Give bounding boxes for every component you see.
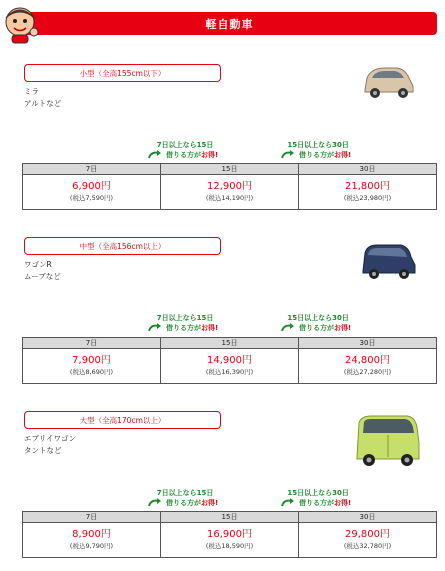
column-header: 7日 [23,164,161,175]
note-15day: 7日以上なら15日 借りる方がお得! [152,488,218,508]
column-header: 7日 [23,338,161,349]
price-cell: 14,900円 (税込16,390円) [161,349,299,384]
car-image-medium [359,241,417,281]
model-name: アルトなど [24,99,62,108]
price-cell: 7,900円 (税込8,690円) [23,349,161,384]
note-30day: 15日以上なら30日 借りる方がお得! [285,313,351,333]
model-name: ムーブなど [24,272,61,281]
price-cell: 21,800円 (税込23,980円) [299,175,437,210]
note-15day: 7日以上なら15日 借りる方がお得! [152,140,218,160]
price-table-medium [22,337,437,384]
model-name: ワゴンR [24,260,52,269]
column-header: 15日 [161,512,299,523]
price-cell: 16,900円 (税込18,590円) [161,523,299,558]
column-header: 30日 [299,164,437,175]
note-15day: 7日以上なら15日 借りる方がお得! [152,313,218,333]
car-image-large [353,413,423,469]
price-cell: 24,800円 (税込27,280円) [299,349,437,384]
model-list [24,86,61,110]
column-header: 15日 [161,164,299,175]
class-label: 中型（全高156cm以上） [24,237,221,255]
price-table-large [22,511,437,558]
note-30day: 15日以上なら30日 借りる方がお得! [285,140,351,160]
column-header: 30日 [299,338,437,349]
note-30day: 15日以上なら30日 借りる方がお得! [285,488,351,508]
curved-arrow-icon [148,149,162,159]
column-header: 30日 [299,512,437,523]
section-header [22,12,437,35]
price-cell: 12,900円 (税込14,190円) [161,175,299,210]
class-label: 大型（全高170cm以上） [24,411,221,429]
price-cell: 8,900円 (税込9,790円) [23,523,161,558]
model-name: ミラ [24,87,39,96]
column-header: 15日 [161,338,299,349]
curved-arrow-icon [148,497,162,507]
curved-arrow-icon [281,497,295,507]
mascot-icon [0,2,40,44]
curved-arrow-icon [148,322,162,332]
curved-arrow-icon [281,322,295,332]
model-list [24,433,76,457]
class-label: 小型（全高155cm以下） [24,64,221,82]
model-list [24,259,61,283]
curved-arrow-icon [281,149,295,159]
car-image-small [359,64,417,102]
page-title: 軽自動車 [205,17,254,31]
column-header: 7日 [23,512,161,523]
price-table-small [22,163,437,210]
price-cell: 29,800円 (税込32,780円) [299,523,437,558]
price-cell: 6,900円 (税込7,590円) [23,175,161,210]
model-name: タントなど [24,446,62,455]
model-name: エブリイワゴン [24,434,76,443]
